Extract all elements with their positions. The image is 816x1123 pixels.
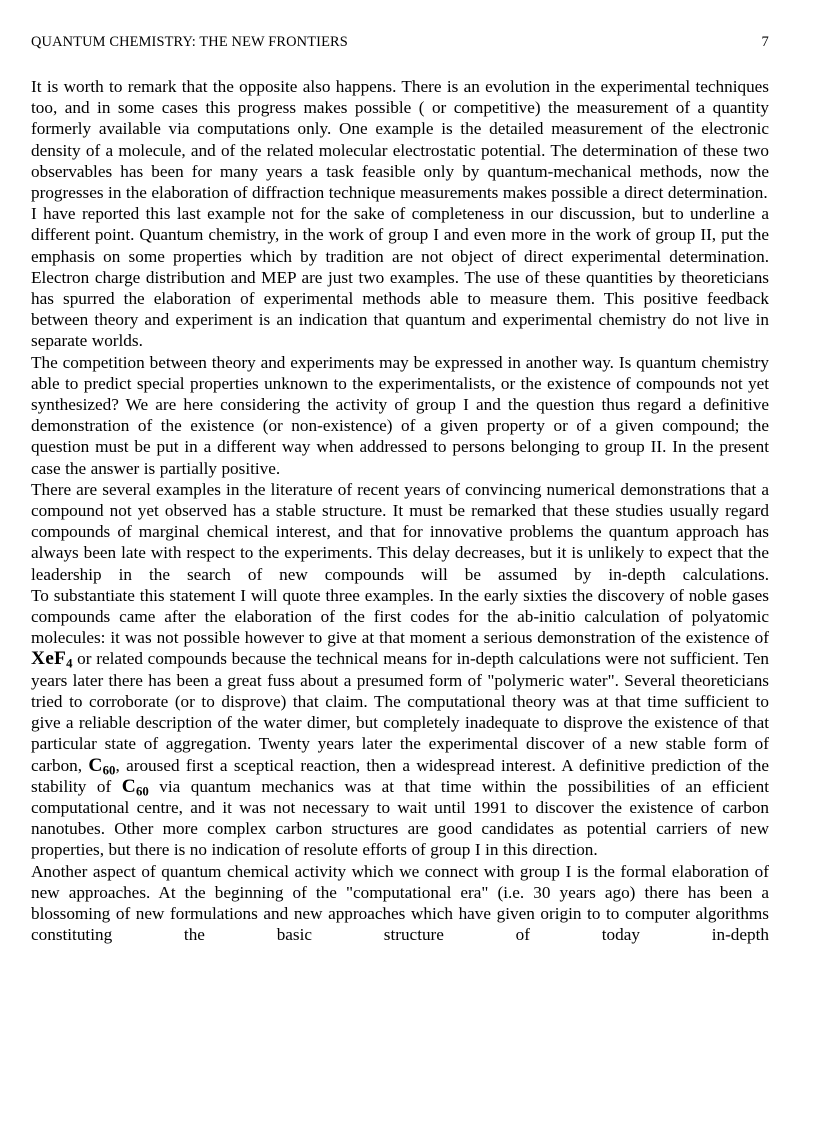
paragraph-4: There are several examples in the literature of recent years of convincing numerical demonstrations that a compound not yet observed has a stable structure. It must be remarked that these studies usually regard compounds of marginal chemical interest, and that for innovative problems the quantum approach has always been late with respect to the experiments. This delay decreases, but it is unlikely to expect that the leadership in the search of new compounds will be assumed by in-depth calculations. [31,479,769,584]
paragraph-3: The competition between theory and experiments may be expressed in another way. Is quantum chemistry able to predict special properties unknown to the experimentalists, or the existence of compounds not yet synthesized? We are here considering the activity of group I and the question thus regard a definitive demonstration of the existence (or non-existence) of a given property or of a given compound; the question must be put in a different way when addressed to persons belonging to group II. In the present case the answer is partially positive. [31,352,769,478]
formula-c60-second-element: C [121,775,136,797]
running-head [31,34,769,54]
paragraph-1: It is worth to remark that the opposite also happens. There is an evolution in the experimental techniques too, and in some cases this progress makes possible ( or competitive) the measurement of a quantity formerly available via computations only. One example is the detailed measurement of the electronic density of a molecule, and of the related molecular electrostatic potential. The determination of these two observables has been for many years a task feasible only by quantum-mechanical methods, now the progresses in the elaboration of diffraction technique measurements makes possible a direct determination. [31,77,769,203]
formula-xef4-element: XeF [31,648,67,670]
formula-c60-first-element: C [88,754,103,776]
paragraph-5 [31,585,769,861]
formula-xef4-subscript: 4 [66,657,73,672]
paragraph-5-segment-a: To substantiate this statement I will quote three examples. In the early sixties the discovery of noble gases compounds came after the elaboration of the first codes for the ab-initio calculation of polyatomic molecules: it was not possible however to give at that moment a serious demonstration of the existence of [31,585,769,648]
formula-c60-first [88,755,115,776]
paragraph-5-segment-b: or related compounds because the technical means for in-depth calculations were not sufficient. Ten years later there has been a great fuss about a presumed form of "polymeric water". Several theoreticians tried to corroborate (or to disprove) that claim. The computational theory was at that time sufficient to give a reliable description of the water dimer, but completely inadequate to disprove the existence of that particular state of aggregation. Twenty years later the experimental discover of a new stable form of carbon, [31,649,769,775]
formula-c60-first-subscript: 60 [102,763,116,778]
paragraph-6: Another aspect of quantum chemical activity which we connect with group I is the formal elaboration of new approaches. At the beginning of the "computational era" (i.e. 30 years ago) there has been a blossoming of new formulations and new approaches which have given origin to to computer algorithms constituting the basic structure of today in-depth [31,861,769,945]
paragraph-5-segment-c: , aroused first a sceptical reaction, then a widespread interest. A definitive prediction of the stability of [31,755,769,796]
body-text [31,76,769,945]
formula-xef4 [31,648,73,672]
running-head-title: QUANTUM CHEMISTRY: THE NEW FRONTIERS [31,34,348,50]
page-number: 7 [761,34,769,50]
paragraph-2: I have reported this last example not for the sake of completeness in our discussion, but to underline a different point. Quantum chemistry, in the work of group I and even more in the work of group II, put the emphasis on some properties which by tradition are not object of direct experimental determination. Electron charge distribution and MEP are just two examples. The use of these quantities by theoreticians has spurred the elaboration of experimental methods able to measure them. This positive feedback between theory and experiment is an indication that quantum and experimental chemistry do not live in separate worlds. [31,204,769,351]
formula-c60-second [122,776,149,797]
paragraph-5-segment-d: via quantum mechanics was at that time within the possibilities of an efficient computational centre, and it was not necessary to wait until 1991 to discover the existence of carbon nanotubes. Other more complex carbon structures are good candidates as potential carriers of new properties, but there is no indication of resolute efforts of group I in this direction. [31,776,769,860]
page-content [31,34,769,945]
formula-c60-second-subscript: 60 [135,784,149,799]
